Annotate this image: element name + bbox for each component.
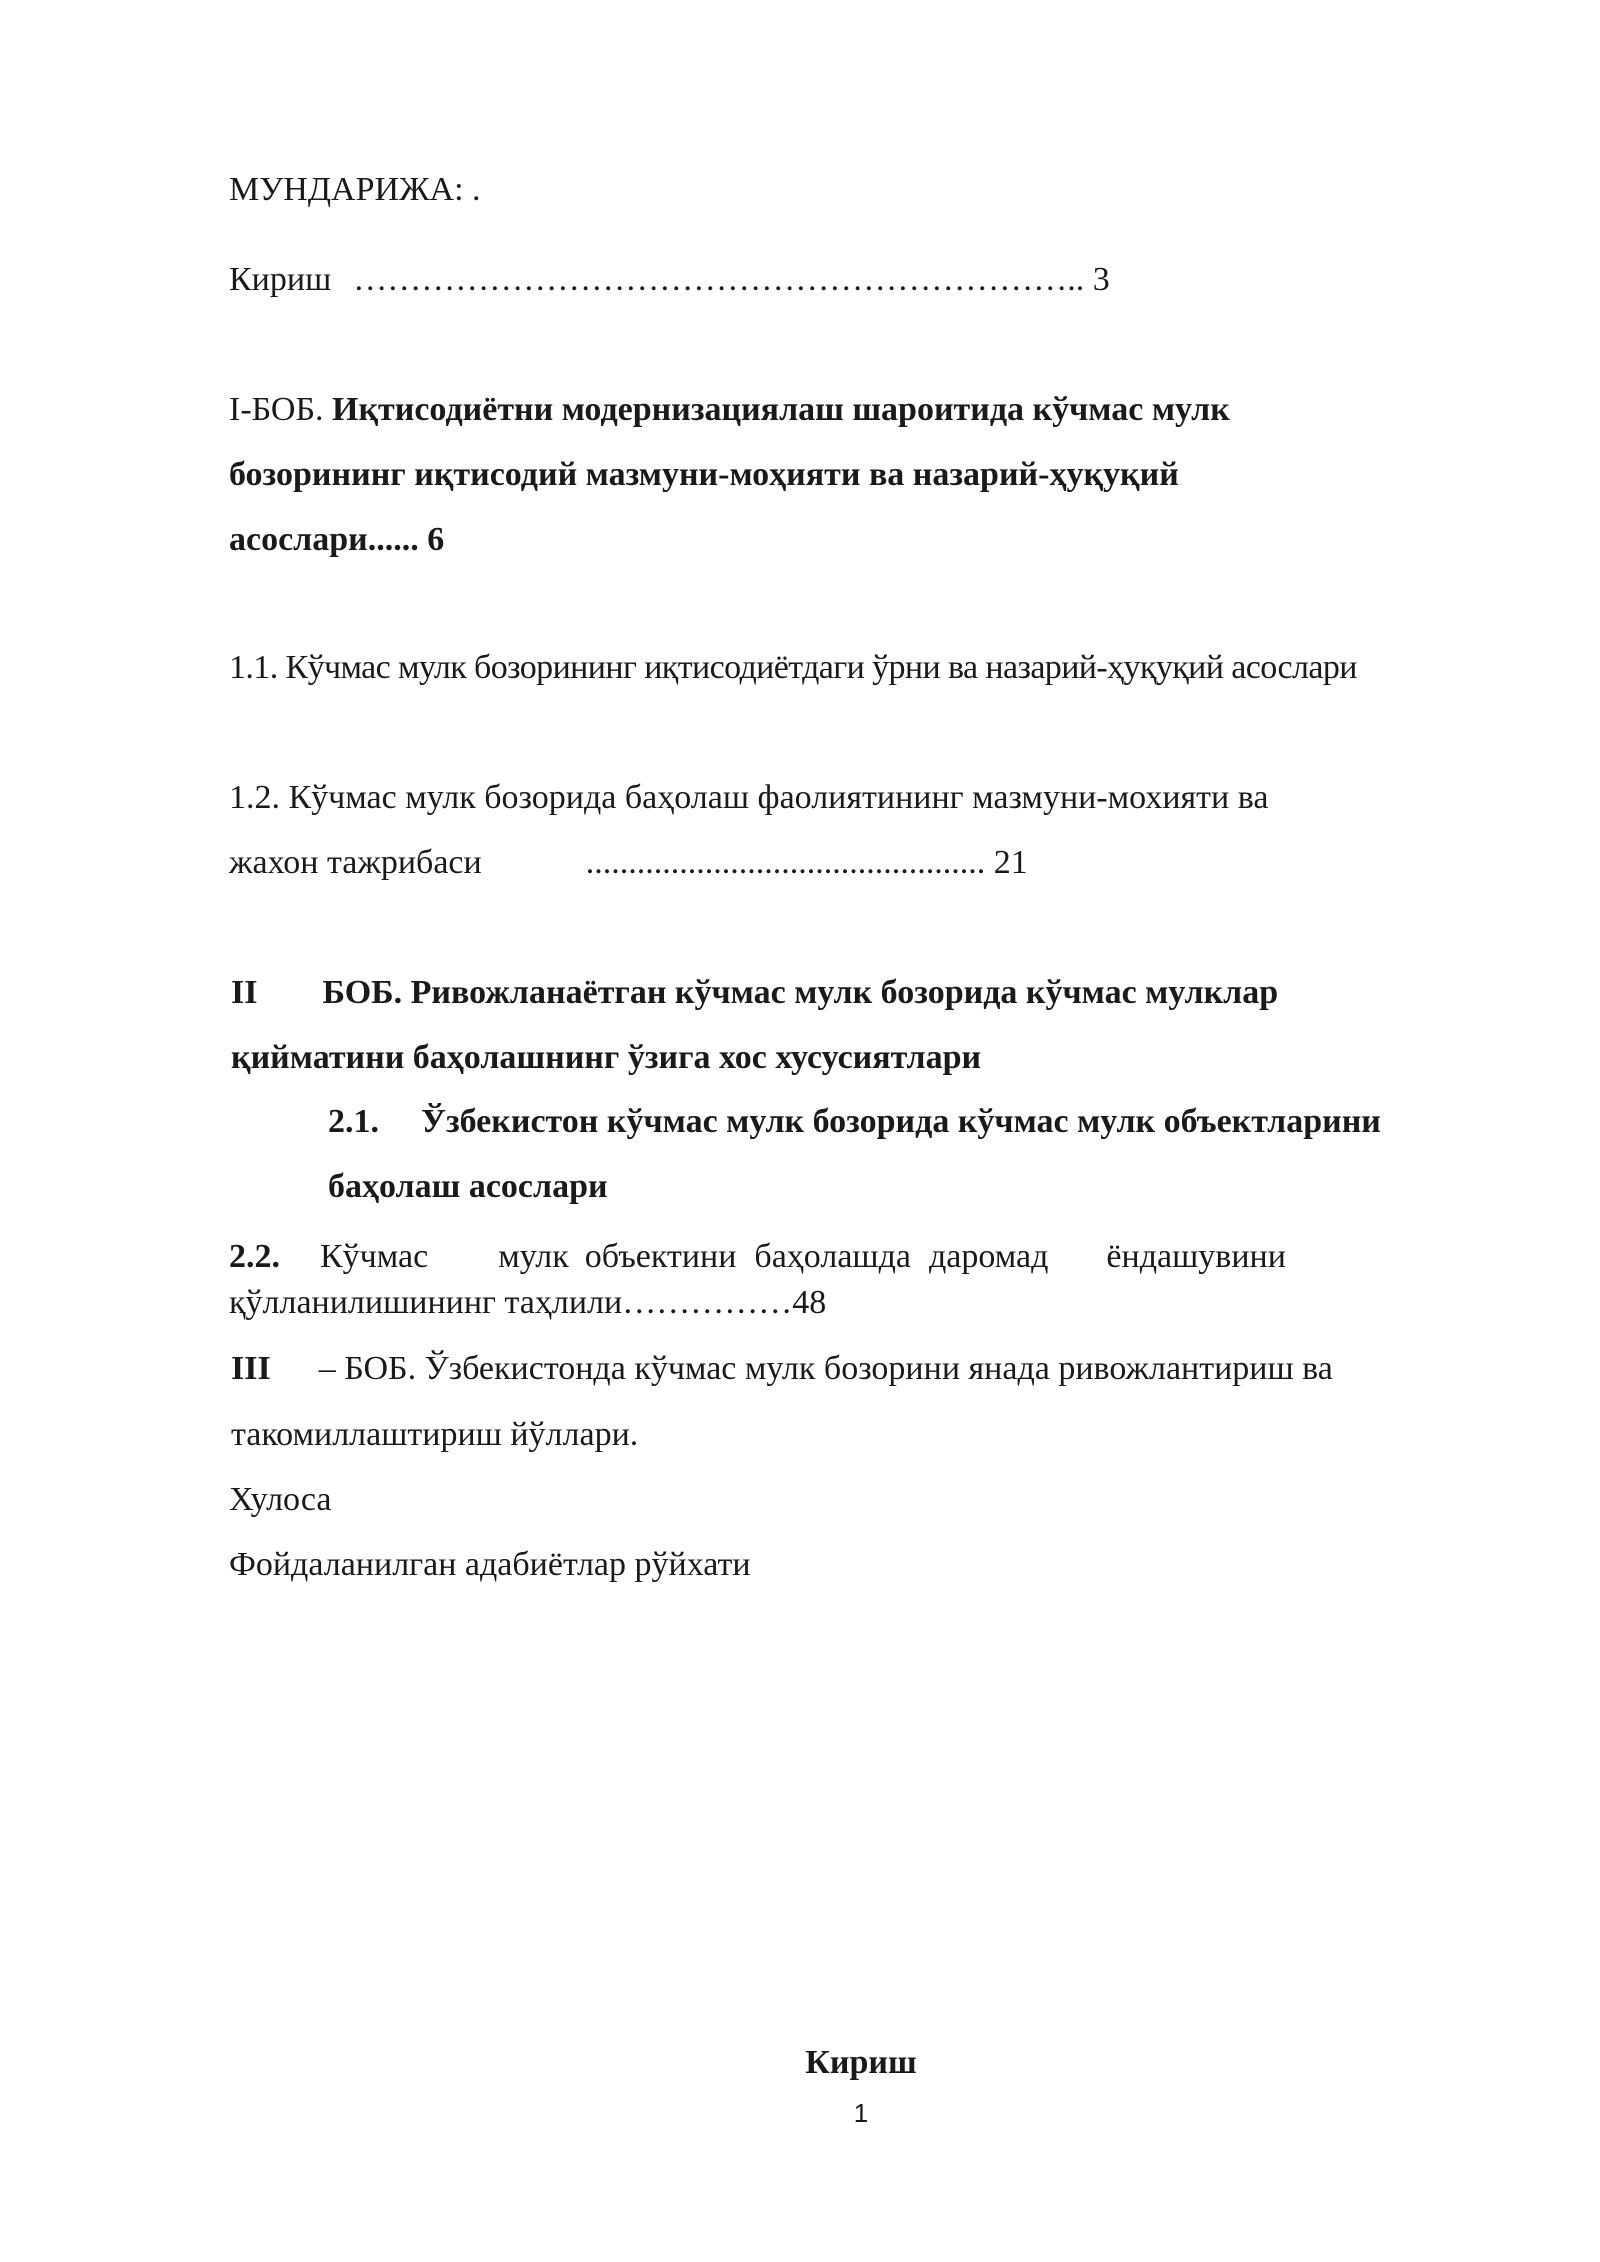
chapter-title: Иқтисодиётни модернизациялаш шароитида кўчмас мулк [332, 391, 1230, 428]
toc-leader-dots: ............................................... 21 [585, 844, 1028, 881]
chapter-title-continuation: асослари...... 6 [229, 521, 445, 558]
section-word: мулк [498, 1238, 569, 1275]
toc-chapter-1 [229, 388, 1230, 432]
chapter-title-continuation: такомиллаштириш йўллари. [231, 1416, 639, 1453]
toc-section-2-2 [229, 1235, 1286, 1279]
section-number: 2.1. [328, 1103, 379, 1140]
toc-entry-label: Кириш [229, 261, 332, 298]
toc-section-1-2: 1.2. Кўчмас мулк бозорида баҳолаш фаолиятининг мазмуни-мохияти ва [229, 779, 1269, 816]
chapter-numeral: III [231, 1350, 271, 1387]
toc-entry-intro [229, 258, 1110, 302]
toc-section-1-2-continuation [229, 841, 1028, 885]
section-title-continuation: баҳолаш асослари [328, 1168, 608, 1205]
section-number: 2.2. [229, 1238, 280, 1275]
section-word: ёндашувини [1106, 1238, 1286, 1275]
section-word: объектини [584, 1238, 737, 1275]
section-title: Ўзбекистон кўчмас мулк бозорида кўчмас мулк объектларини [421, 1103, 1381, 1140]
chapter-title: БОБ. Ривожланаётган кўчмас мулк бозорида кўчмас мулклар [322, 974, 1279, 1011]
section-word: даромад [928, 1238, 1049, 1275]
toc-title: МУНДАРИЖА: . [229, 171, 481, 208]
section-word: Кўчмас [320, 1238, 429, 1275]
toc-entry-label: жахон тажрибаси [229, 844, 482, 881]
toc-chapter-3 [231, 1347, 1333, 1391]
chapter-title-continuation: бозорининг иқтисодий мазмуни-моҳияти ва назарий-ҳуқуқий [229, 456, 1179, 493]
chapter-title: – БОБ. Ўзбекистонда кўчмас мулк бозорини янада ривожлантириш ва [318, 1350, 1333, 1387]
toc-section-1-1: 1.1. Кўчмас мулк бозорининг иқтисодиётдаги ўрни ва назарий-ҳуқуқий асослари [229, 649, 1357, 686]
toc-chapter-2 [231, 971, 1278, 1015]
section-title-continuation: қўлланилишининг таҳлили……………48 [229, 1284, 827, 1321]
toc-section-2-1 [328, 1100, 1381, 1144]
toc-entry-conclusion: Хулоса [229, 1481, 332, 1518]
chapter-title-continuation: қийматини баҳолашнинг ўзига хос хусусиятлари [231, 1039, 982, 1076]
toc-leader-dots: ……………………………………………………….. 3 [353, 261, 1110, 298]
chapter-prefix: I-БОБ. [229, 391, 324, 428]
toc-entry-literature: Фойдаланилган адабиётлар рўйхати [229, 1546, 751, 1583]
section-heading-intro: Кириш [805, 2044, 917, 2081]
chapter-numeral: II [231, 974, 258, 1011]
page-number: 1 [853, 2098, 869, 2128]
section-word: баҳолашда [754, 1238, 911, 1275]
